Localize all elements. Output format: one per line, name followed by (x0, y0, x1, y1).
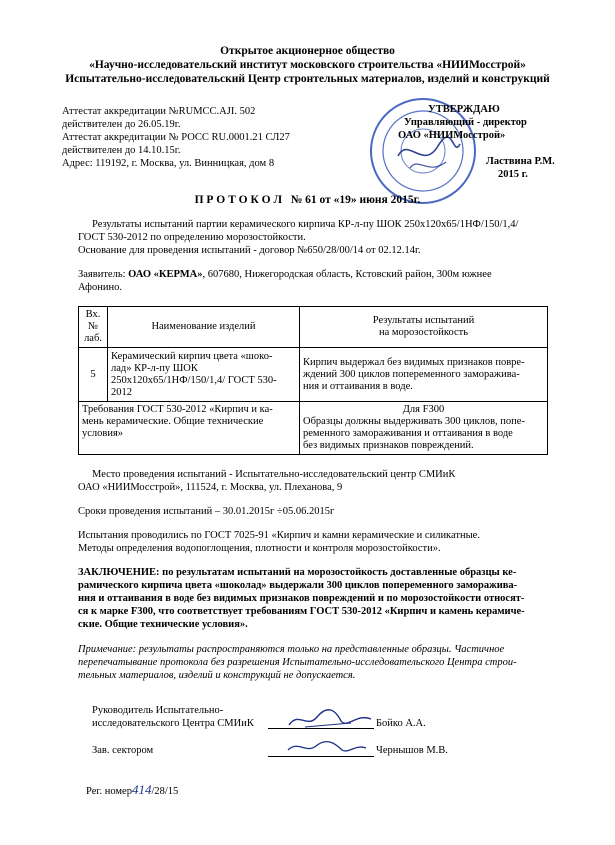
conclusion-line-3: ния и оттаивания в воде без видимых признаков повреждений и по морозостойкости относят- (78, 593, 525, 604)
col-header-name: Наименование изделий (108, 307, 300, 348)
accreditation-2-valid: действителен до 14.10.15г. (62, 145, 181, 156)
head-name: Бойко А.А. (376, 718, 426, 729)
table-requirement-row (79, 402, 548, 455)
intro-line-1: Результаты испытаний партии керамического кирпича КР-л-пу ШОК 250х120х65/1НФ/150/1,4/ (92, 219, 519, 230)
head-title-line-2: исследовательского Центра СМИиК (92, 718, 254, 729)
sector-title: Зав. сектором (92, 745, 154, 756)
accreditation-1: Аттестат аккредитации №RUMCC.AJI. 502 (62, 106, 256, 117)
approve-name: Ластвина Р.М. (486, 156, 555, 167)
row-number: 5 (79, 348, 108, 402)
method-line-1: Испытания проводились по ГОСТ 7025-91 «Кирпич и камни керамические и силикатные. (78, 530, 480, 541)
reg-prefix: Рег. номер (86, 786, 132, 797)
header-center: Испытательно-исследовательский Центр стронтельных материалов, изделий и конструкций (65, 73, 550, 85)
basis-line: Основание для проведения испытаний - договор №650/28/00/14 от 02.12.14г. (78, 245, 421, 256)
place-line-1: Место проведения испытаний - Испытательно-исследовательский центр СМИиК (92, 469, 456, 480)
col-header-result: Результаты испытаний на морозостойкость (300, 307, 548, 348)
head-signature-icon (285, 705, 375, 733)
head-title-line-1: Руководитель Испытательно- (92, 705, 224, 716)
row-product-name: Керамический кирпич цвета «шоко- лад» КР-л-пу ШОК 250х120х65/1НФ/150/1,4/ ГОСТ 530- 2012 (108, 348, 300, 402)
row-result: Кирпич выдержал без видимых признаков повре- ждений 300 циклов попеременного заморажива- ния и оттаивания в воде. (300, 348, 548, 402)
applicant-line (78, 268, 492, 281)
results-table (78, 306, 548, 455)
test-dates: Сроки проведения испытаний – 30.01.2015г ÷05.06.2015г (78, 506, 335, 517)
col-header-number: Вх. № лаб. (79, 307, 108, 348)
table-header-row (79, 307, 548, 348)
note-line-2: перепечатывание протокола без разрешения Испытательно-исследовательского Центра строи- (78, 657, 517, 668)
applicant-company: ОАО «КЕРМА» (128, 269, 203, 280)
conclusion-line-1: ЗАКЛЮЧЕНИЕ: по результатам испытаний на морозостойкость доставленные образцы ке- (78, 567, 517, 578)
protocol-title: П Р О Т О К О Л № 61 от «19» июня 2015г. (194, 194, 421, 206)
header-org-type: Открытое акционерное общество (220, 45, 395, 57)
approve-org: ОАО «НИИМосстрой» (398, 130, 506, 141)
approve-year: 2015 г. (498, 169, 528, 180)
approve-position: Управляющий - директор (404, 117, 527, 128)
conclusion-line-2: рамического кирпича цвета «шоколад» выдержали 300 циклов попеременного заморажива- (78, 580, 518, 591)
requirement-grade: Для F300 (402, 404, 445, 415)
address: Адрес: 119192, г. Москва, ул. Винницкая, дом 8 (62, 158, 275, 169)
method-line-2: Методы определения водопоглощения, плотности и контроля морозостойкости». (78, 543, 441, 554)
requirement-standard: Требования ГОСТ 530-2012 «Кирпич и ка- мень керамические. Общие технические условия» (79, 402, 300, 455)
place-line-2: ОАО «НИИМосстрой», 111524, г. Москва, ул. Плеханова, 9 (78, 482, 343, 493)
conclusion-line-5: ские. Общие технические условия». (78, 619, 248, 630)
sector-signature-icon (282, 732, 372, 760)
applicant-address: , 607680, Нижегородская область, Кстовский район, 300м южнее (202, 269, 492, 280)
conclusion-line-4: ся к марке F300, что соответствует требованиям ГОСТ 530-2012 «Кирпич и камень керамиче- (78, 606, 525, 617)
note-line-3: тельных материалов, изделий и конструкций не допускается. (78, 670, 356, 681)
reg-handwritten-number: 414 (131, 782, 152, 797)
header-institute: «Научно-исследовательский институт московского строительства «НИИМосстрой» (89, 59, 526, 71)
approve-title: УТВЕРЖДАЮ (428, 104, 500, 115)
note-line-1: Примечание: результаты распространяются только на представленные образцы. Частичное (78, 644, 505, 655)
requirement-criteria (300, 402, 548, 455)
reg-suffix: /28/15 (151, 786, 179, 797)
sector-name: Чернышов М.В. (376, 745, 448, 756)
accreditation-2: Аттестат аккредитации № РОСС RU.0001.21 СЛ27 (62, 132, 290, 143)
accreditation-1-valid: действителен до 26.05.19г. (62, 119, 181, 130)
table-row (79, 348, 548, 402)
intro-line-2: ГОСТ 530-2012 по определению морозостойкости. (78, 232, 306, 243)
requirement-text: Образцы должны выдерживать 300 циклов, попе- ременного замораживания и оттаивания в воде без видимых признаков повреждений. (303, 416, 525, 451)
applicant-label: Заявитель: (78, 269, 126, 280)
registration-number (86, 783, 178, 798)
applicant-line-2: Афонино. (78, 282, 122, 293)
